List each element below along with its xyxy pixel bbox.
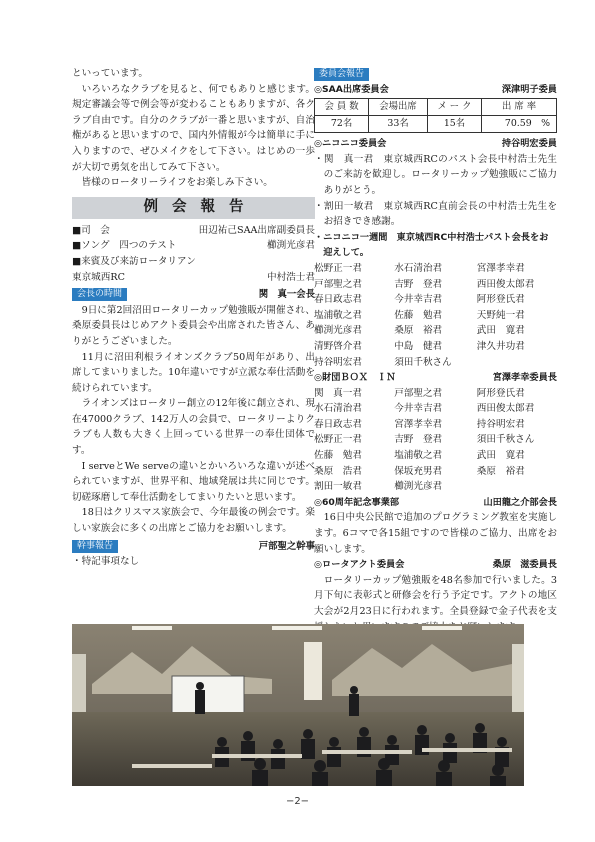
member-name: 櫛渕光彦君 xyxy=(394,481,443,493)
member-name xyxy=(477,355,557,371)
member-name: 津久井功君 xyxy=(476,340,525,352)
attendance-rate: 70.59 % xyxy=(482,116,557,133)
attendance-header: 会 員 数 xyxy=(315,99,369,116)
rotaract-text: ロータリーカップ勉強販を48名参加で行いました。3月下旬に表彰式と研修会を行う予定です。アクトの地区大会が2月23日に行われます。全員登録で金子代表を支 xyxy=(314,574,557,617)
member-name: 阿形登氏君 xyxy=(476,294,525,306)
meeting-photo xyxy=(72,624,524,786)
member-name: 阿形登氏君 xyxy=(476,387,525,399)
member-name: 水石清治君 xyxy=(394,262,443,274)
member-name: 春日政志君 xyxy=(314,418,362,430)
attendance-header: 出 席 率 xyxy=(482,99,557,116)
member-name: 須田千秋さん xyxy=(476,434,535,446)
attendance-value: 72名 xyxy=(315,116,369,133)
president-paragraph: I serveとWe serveの違いとかいろいろな違いが述べられていますが、世界平和、地域発展は共に同じです。切磋琢磨して奉仕活動をしてまいりたいと思います。 xyxy=(72,460,315,503)
member-name: 水石清治君 xyxy=(314,403,362,415)
member-name: 須田千秋さん xyxy=(394,356,452,368)
member-name: 西田俊太郎君 xyxy=(476,403,535,415)
member-name: 櫛渕光彦君 xyxy=(314,325,362,337)
rotaract-title: ◎ロータアクト委員会 xyxy=(314,559,405,571)
anniversary-title: ◎60周年記念事業部 xyxy=(314,496,400,508)
member-name: 松野正一君 xyxy=(314,262,362,274)
program-value: 田辺祐己SAA出席副委員長 xyxy=(198,224,315,236)
secretary-name: 戸部聖之幹事 xyxy=(258,540,315,552)
secretary-report-header xyxy=(72,539,315,555)
program-label: ■来賓及び来訪ロータリアン xyxy=(72,255,196,267)
member-name: 武田 寛君 xyxy=(476,325,525,337)
box-title: ◎財団ＢＯＸ ＩＮ xyxy=(314,372,396,384)
committee-report-tag: 委員会報告 xyxy=(314,68,369,81)
member-name: 桑原 裕君 xyxy=(476,465,525,477)
program-item xyxy=(72,223,315,239)
anniversary-header xyxy=(314,495,557,511)
president-paragraph: ライオンズはロータリー創立の12年後に創立され、現在47000クラブ、142万人の会員で、ロータリーよりクラブも人数も大きく上回っている世界一の奉仕団体です。 xyxy=(72,398,315,457)
anniversary-text: 16日中央公民館で追加のプログラミング教室を実施します。6コマで各15組ですので皆様のご協力、出席をお願いします。 xyxy=(314,512,557,555)
program-item xyxy=(72,270,315,286)
president-time-header xyxy=(72,287,315,303)
member-name: 関 真一君 xyxy=(314,387,362,399)
member-name: 桑原 浩君 xyxy=(314,465,362,477)
program-value: 中村浩士君 xyxy=(267,271,315,283)
member-name: 武田 寛君 xyxy=(476,450,525,462)
member-name: 割田一敏君 xyxy=(314,481,362,493)
intro-closing: 皆様のロータリーライフをお楽しみ下さい。 xyxy=(81,177,273,189)
niconico-speaker: 持谷明宏委員 xyxy=(501,138,557,150)
saa-title: ◎SAA出席委員会 xyxy=(314,83,389,95)
member-name: 中島 健君 xyxy=(394,340,443,352)
meeting-photo-graphic xyxy=(72,624,524,786)
attendance-table xyxy=(314,98,557,133)
member-name xyxy=(477,479,557,495)
program-label: ■司 会 xyxy=(72,224,110,236)
president-paragraph: 11月に沼田利根ライオンズクラブ50周年があり、出席してまいりました。10年違いですが立派な奉仕活動を続けられています。 xyxy=(72,351,315,394)
member-name: 佐藤 勉君 xyxy=(394,309,443,321)
member-name: 吉野 登君 xyxy=(394,434,443,446)
attendance-header-row xyxy=(315,99,557,116)
member-name: 今井幸吉君 xyxy=(394,294,443,306)
saa-header xyxy=(314,82,557,98)
president-time-tag: 会長の時間 xyxy=(72,288,127,301)
member-name: 松野正一君 xyxy=(314,434,362,446)
member-name: 宮澤孝幸君 xyxy=(476,262,525,274)
program-label: 東京城西RC xyxy=(72,271,125,283)
program-item xyxy=(72,238,315,254)
page-number: −2− xyxy=(285,796,310,807)
right-column xyxy=(314,66,557,635)
niconico-title: ◎ニコニコ委員会 xyxy=(314,138,387,150)
member-name: 今井幸吉君 xyxy=(394,403,443,415)
member-name: 春日政志君 xyxy=(314,294,362,306)
attendance-header: 会場出席 xyxy=(369,99,428,116)
attendance-value: 33名 xyxy=(369,116,428,133)
attendance-value: 15名 xyxy=(427,116,481,133)
program-item xyxy=(72,254,315,270)
attendance-value-row xyxy=(315,116,557,133)
member-name: 桑原 裕君 xyxy=(394,325,443,337)
left-column xyxy=(72,66,315,570)
program-value: 櫛渕光彦君 xyxy=(267,240,315,252)
program-label: ■ソング 四つのテスト xyxy=(72,240,177,252)
member-name: 塩浦敬之君 xyxy=(314,309,362,321)
niconico-bullet: ・割田一敏君 東京城西RC直前会長の中村浩士先生をお招きでき感謝。 xyxy=(314,200,557,228)
rotaract-speaker: 桑原 滋委員長 xyxy=(492,559,557,571)
member-name: 天野純一君 xyxy=(476,309,525,321)
secretary-report-text: ・特記事項なし xyxy=(72,556,140,568)
secretary-report-tag: 幹事報告 xyxy=(72,540,118,553)
member-name: 保坂充男君 xyxy=(394,465,443,477)
member-name: 佐藤 勉君 xyxy=(314,450,362,462)
anniversary-speaker: 山田龍之介部会長 xyxy=(483,496,557,508)
member-name: 吉野 登君 xyxy=(394,278,443,290)
intro-line: といっています。 xyxy=(72,68,148,79)
member-name: 持谷明宏君 xyxy=(314,356,362,368)
rotaract-header xyxy=(314,557,557,573)
president-paragraph: 18日はクリスマス家族会で、今年最後の例会です。楽しい家族会に多くの出席とご協力をお願いします。 xyxy=(72,507,315,535)
member-name: 西田俊太郎君 xyxy=(476,278,535,290)
niconico-names xyxy=(314,261,557,370)
niconico-header xyxy=(314,136,557,152)
member-name: 戸部聖之君 xyxy=(394,387,443,399)
box-names xyxy=(314,386,557,495)
reikai-heading: 例会報告 xyxy=(72,197,315,219)
member-name: 宮澤孝幸君 xyxy=(394,418,443,430)
member-name: 持谷明宏君 xyxy=(476,418,525,430)
box-header xyxy=(314,370,557,386)
box-speaker: 宮澤孝幸委員長 xyxy=(492,372,557,384)
member-name: 清野啓介君 xyxy=(314,340,362,352)
saa-speaker: 深津明子委員 xyxy=(501,83,557,95)
niconico-bullet: ・関 真一君 東京城西RCのパスト会長中村浩士先生のご来訪を歓迎し。ロータリーカップ勉強販にご協力ありがとう。 xyxy=(314,153,557,196)
niconico-week-bullet: ・ニコニコ一週間 東京城西RC中村浩士パスト会長をお迎えして。 xyxy=(314,231,549,259)
president-paragraph: 9日に第2回沼田ロータリーカップ勉強販が開催され、桑原委員長はじめアクト委員会や出席された皆さん、ありがとうございました。 xyxy=(72,304,315,347)
attendance-header: メ ー ク xyxy=(427,99,481,116)
member-name: 塩浦敬之君 xyxy=(394,450,443,462)
member-name: 戸部聖之君 xyxy=(314,278,362,290)
intro-paragraph: いろいろなクラブを見ると、何でもありと感じます。規定審議会等で例会等が変わることもありますが、各クラブ自由です。自分のクラブが一番と思いますが、自治権があると思いますので、国内外情報が今は簡単に手に入りますので、ぜひメイクをして下さい。はじめの一歩が大切で勇気を出してみて下さい。 xyxy=(72,83,315,173)
president-name: 関 真一会長 xyxy=(258,289,315,301)
